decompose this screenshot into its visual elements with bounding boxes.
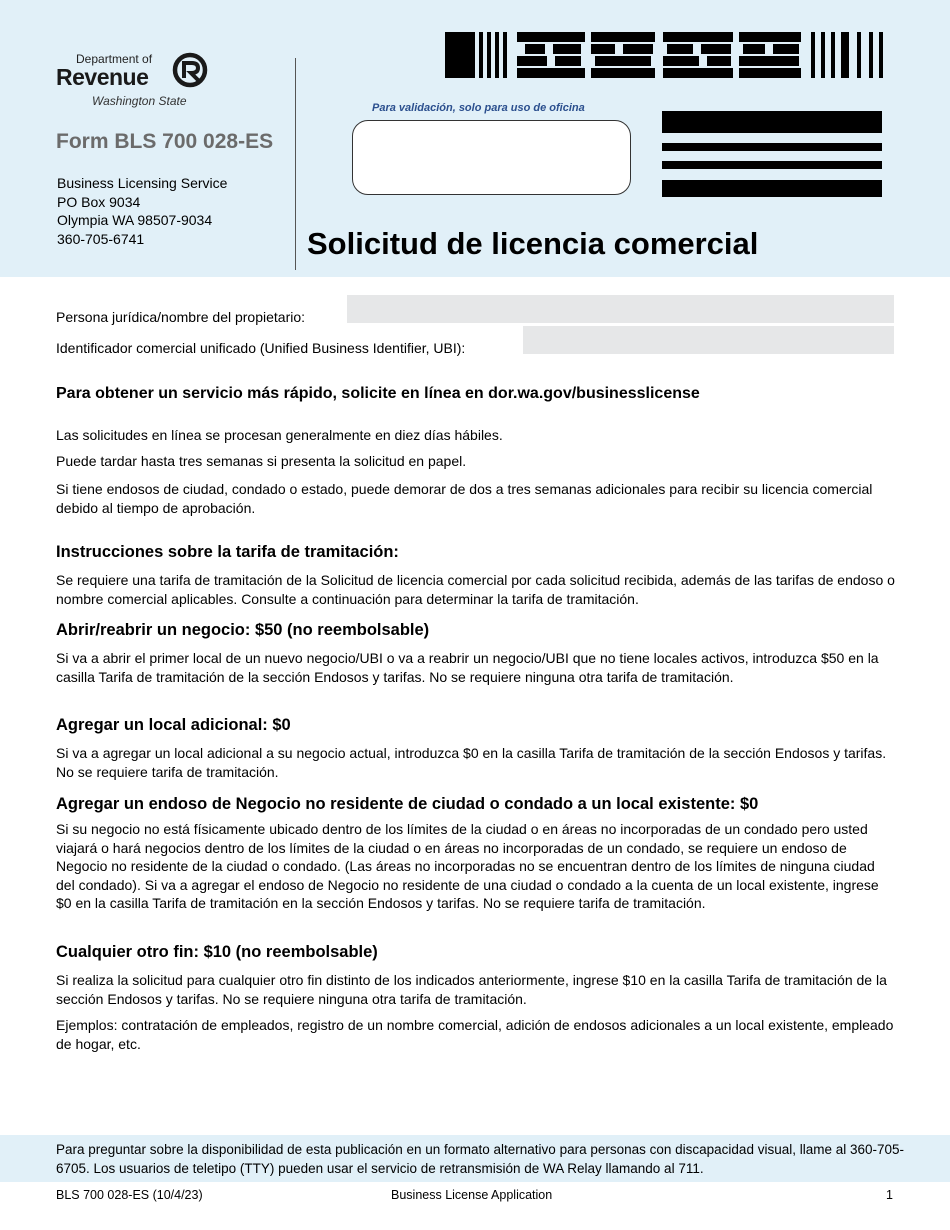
ubi-label: Identificador comercial unificado (Unified Business Identifier, UBI): [56, 340, 466, 356]
intro-paragraph: Puede tardar hasta tres semanas si presenta la solicitud en papel. [56, 453, 467, 469]
owner-label: Persona jurídica/nombre del propietario: [56, 309, 306, 325]
intro-paragraph: Las solicitudes en línea se procesan generalmente en diez días hábiles. [56, 427, 503, 443]
address-line: Business Licensing Service [57, 175, 228, 191]
nonresident-endorsement-text: Si su negocio no está físicamente ubicado dentro de los límites de la ciudad o en áreas no incorporadas de un condado pero usted viajará o hará negocios dentro de los límites de la ciudad o en áreas no incorporadas de un condado, se requiere un endoso de Negocio no residente de la ciudad o condado. (Las áreas no incorporadas no se encuentran dentro de los límites de ninguna ciudad del condado). Si va a agregar el endoso de Negocio no residente de una ciudad o condado a la cuenta de un local existente, ingrese $0 en la casilla Tarifa de tramitación en la sección Endosos y tarifas. No se requiere tarifa de tramitación. [56, 821, 879, 911]
accessibility-notice: Para preguntar sobre la disponibilidad de esta publicación en un formato alternativo para personas con discapacidad visual, llame al 360-705-6705. Los usuarios de teletipo (TTY) pueden usar el servicio de retransmisión de WA Relay llamando al 711. [56, 1142, 905, 1176]
fee-intro-paragraph: Se requiere una tarifa de tramitación de la Solicitud de licencia comercial por cada solicitud recibida, además de las tarifas de endoso o nombre comercial aplicables. Consulte a continuación para determinar la tarifa de tramitación. [56, 572, 895, 607]
examples-text: Ejemplos: contratación de empleados, registro de un nombre comercial, adición de endosos adicionales a un local existente, empleado de hogar, etc. [56, 1017, 894, 1052]
intro-paragraph: Si tiene endosos de ciudad, condado o estado, puede demorar de dos a tres semanas adicionales para recibir su licencia comercial debido al tiempo de aprobación. [56, 481, 873, 516]
logo-revenue: Revenue [56, 64, 149, 90]
form-number: Form BLS 700 028-ES [56, 130, 274, 153]
scan-bars-icon [662, 111, 882, 197]
barcode-icon [445, 32, 885, 78]
owner-name-field[interactable] [347, 295, 894, 323]
header-divider [295, 58, 296, 270]
address-line: 360-705-6741 [57, 230, 145, 247]
fee-instructions-heading: Instrucciones sobre la tarifa de tramitación: [56, 543, 399, 561]
office-validation-box [352, 120, 631, 195]
footer-form-id: BLS 700 028-ES (10/4/23) [56, 1188, 203, 1202]
additional-location-heading: Agregar un local adicional: $0 [56, 716, 291, 734]
additional-location-text: Si va a agregar un local adicional a su negocio actual, introduzca $0 en la casilla Tarifa de tramitación de la sección Endosos y tarifas. No se requiere tarifa de tramitación. [56, 745, 887, 780]
page-title: Solicitud de licencia comercial [307, 226, 759, 261]
logo-department: Department of [76, 52, 153, 66]
footer-doc-name: Business License Application [391, 1188, 553, 1202]
nonresident-endorsement-heading: Agregar un endoso de Negocio no residente de ciudad o condado a un local existente: $0 [56, 795, 759, 813]
logo-r-mark-icon [172, 52, 208, 88]
other-purpose-heading: Cualquier otro fin: $10 (no reembolsable) [56, 943, 378, 961]
mailing-address [57, 174, 227, 248]
page-number: 1 [886, 1188, 893, 1202]
open-business-heading: Abrir/reabrir un negocio: $50 (no reembolsable) [56, 621, 430, 639]
dor-logo [56, 50, 216, 114]
open-business-text: Si va a abrir el primer local de un nuevo negocio/UBI o va a reabrir un negocio/UBI que no tiene locales activos, introduzca $50 en la casilla Tarifa de tramitación de la sección Endosos y tarifas. No se requiere ninguna otra tarifa de tramitación. [56, 650, 879, 685]
ubi-field[interactable] [523, 326, 894, 354]
logo-state: Washington State [92, 94, 187, 108]
online-heading: Para obtener un servicio más rápido, solicite en línea en dor.wa.gov/businesslicense [56, 385, 700, 402]
address-line: Olympia WA 98507-9034 [57, 212, 213, 228]
other-purpose-text: Si realiza la solicitud para cualquier otro fin distinto de los indicados anteriormente, ingrese $10 en la casilla Tarifa de tramitación de la sección Endosos y tarifas. No se requiere ninguna otra tarifa de tramitación. [56, 972, 887, 1007]
address-line: PO Box 9034 [57, 193, 141, 210]
validation-label: Para validación, solo para uso de oficina [372, 102, 585, 114]
